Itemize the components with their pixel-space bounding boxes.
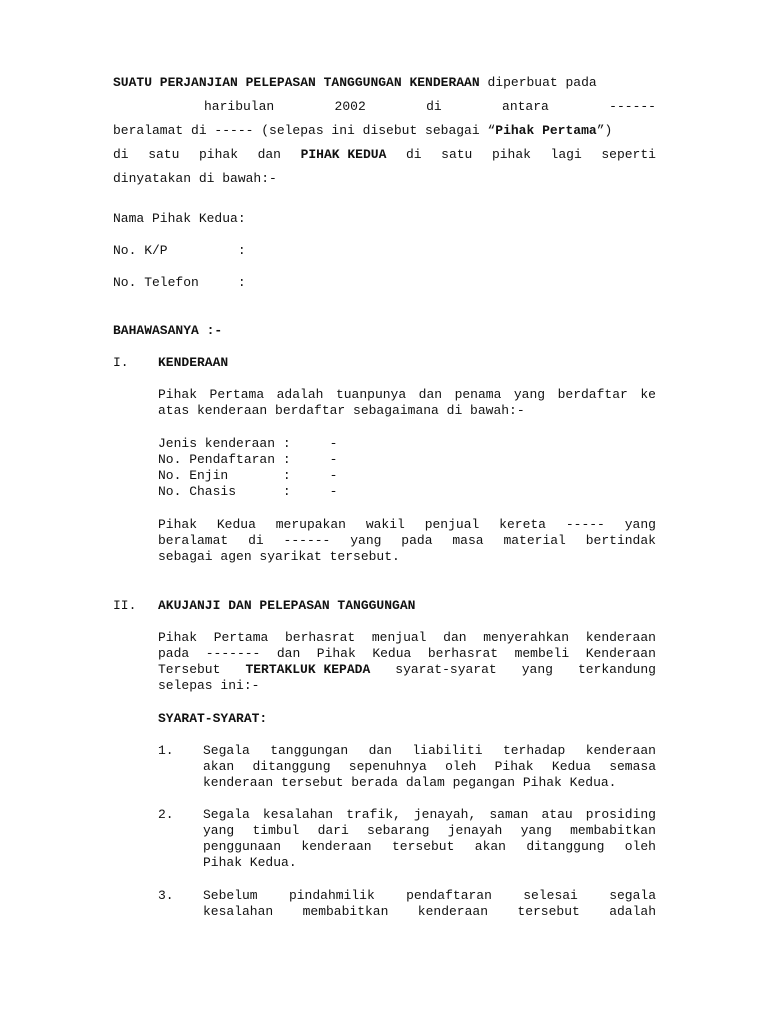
word: oleh <box>624 839 656 854</box>
word: ditanggung <box>526 839 605 854</box>
word: liabiliti <box>412 743 483 758</box>
nama-pihak-kedua-field: Nama Pihak Kedua: <box>113 211 246 226</box>
word: merupakan <box>275 517 346 532</box>
syarat-syarat-heading <box>158 711 267 727</box>
word: jenayah, <box>413 807 477 822</box>
word: satu <box>148 147 180 162</box>
word: selesai <box>523 888 578 903</box>
section-1-para-1-line-1 <box>158 387 656 403</box>
word: dan <box>257 147 281 162</box>
item-2-line-1 <box>203 807 656 823</box>
word: dan <box>368 743 392 758</box>
word: berhasrat <box>427 646 499 661</box>
word: menyerahkan <box>483 630 570 645</box>
item-2-line-2 <box>203 823 656 839</box>
word: kesalahan <box>262 807 334 822</box>
no-pendaftaran-field: No. Pendaftaran : - <box>158 452 338 467</box>
section-2-para-line-3 <box>158 662 656 678</box>
word: bertindak <box>585 533 656 548</box>
word: ------- <box>205 646 261 661</box>
word: menjual <box>371 630 427 645</box>
date-word: di <box>426 99 442 114</box>
date-year: 2002 <box>334 99 366 114</box>
date-line <box>204 99 656 115</box>
section-2-title <box>158 598 415 614</box>
item-1-line-3: kenderaan tersebut berada dalam pegangan Pihak Kedua. <box>203 775 617 790</box>
word: Kedua <box>551 759 591 774</box>
section-1-title <box>158 355 228 371</box>
word: dan <box>276 646 301 661</box>
word: saman <box>489 807 529 822</box>
word: seperti <box>601 147 656 162</box>
section-2-number: II. <box>113 598 137 613</box>
word: lagi <box>550 147 582 162</box>
word: tersebut <box>391 839 455 854</box>
item-2-line-3 <box>203 839 656 855</box>
no-enjin-field: No. Enjin : - <box>158 468 338 483</box>
section-2-para-line-1 <box>158 630 656 646</box>
word: penjual <box>424 517 480 532</box>
word: adalah <box>609 904 656 919</box>
word: ----- <box>565 517 605 532</box>
address-text: beralamat di ----- (selepas ini disebut sebagai “ <box>113 123 496 138</box>
pihak-pertama-label: Pihak Pertama <box>495 123 597 138</box>
intro-line-5: dinyatakan di bawah:- <box>113 171 277 186</box>
word: yang <box>350 533 382 548</box>
date-word: antara <box>502 99 549 114</box>
word: ditanggung <box>252 759 331 774</box>
word: di <box>248 533 264 548</box>
word: trafik, <box>346 807 401 822</box>
word: penggunaan <box>203 839 282 854</box>
word: sebarang <box>367 823 430 838</box>
word: kenderaan <box>585 630 656 645</box>
word: tanggungan <box>270 743 349 758</box>
word: oleh <box>445 759 477 774</box>
word: Kenderaan <box>585 646 656 661</box>
word: Segala <box>203 807 250 822</box>
agreement-title-rest: diperbuat pada <box>487 75 597 90</box>
word: jenayah <box>447 823 503 838</box>
section-2-para-line-2 <box>158 646 656 662</box>
word: Pihak <box>316 646 356 661</box>
word: Segala <box>203 743 250 758</box>
word: kereta <box>499 517 546 532</box>
section-1-para-2-line-3: sebagai agen syarikat tersebut. <box>158 549 400 564</box>
item-1-number: 1. <box>158 743 174 758</box>
date-blank: ------ <box>609 99 656 114</box>
pihak-kedua-label: PIHAK KEDUA <box>300 147 387 162</box>
word: segala <box>609 888 656 903</box>
word: di <box>405 147 422 162</box>
word: penama <box>454 387 502 402</box>
word: membeli <box>514 646 570 661</box>
syarat-syarat-text: SYARAT-SYARAT: <box>158 711 268 726</box>
agreement-title: SUATU PERJANJIAN PELEPASAN TANGGUNGAN KENDERAAN <box>113 75 480 90</box>
word: kenderaan <box>585 743 656 758</box>
word: tersebut <box>517 904 580 919</box>
date-word: haribulan <box>204 99 275 114</box>
word: Pertama <box>209 387 265 402</box>
word: semasa <box>609 759 656 774</box>
word: tuanpunya <box>335 387 407 402</box>
word: di <box>113 147 129 162</box>
word: terhadap <box>502 743 566 758</box>
jenis-kenderaan-field: Jenis kenderaan : - <box>158 436 338 451</box>
word: dan <box>443 630 467 645</box>
bahawasanya-text: BAHAWASANYA :- <box>113 323 223 338</box>
word: pindahmilik <box>288 888 375 903</box>
word: dari <box>317 823 349 838</box>
word: pada <box>401 533 433 548</box>
word: sepenuhnya <box>348 759 427 774</box>
item-3-line-2 <box>203 904 656 920</box>
word: Pihak <box>158 517 198 532</box>
tertakluk-kepada-label: TERTAKLUK KEPADA <box>245 662 371 677</box>
word: Pertama <box>213 630 269 645</box>
word: timbul <box>252 823 300 838</box>
agreement-title-line <box>113 75 597 91</box>
word: material <box>503 533 566 548</box>
word: yang <box>513 387 546 402</box>
item-2-line-4: Pihak Kedua. <box>203 855 297 870</box>
word: berhasrat <box>284 630 356 645</box>
word: Kedua <box>372 646 412 661</box>
word: wakil <box>365 517 405 532</box>
parties-line <box>113 147 656 163</box>
word: kenderaan <box>417 904 489 919</box>
bahawasanya-heading <box>113 323 222 339</box>
word: berdaftar <box>557 387 628 402</box>
section-2-para-line-4: selepas ini:- <box>158 678 260 693</box>
word: terkandung <box>577 662 656 677</box>
word: pihak <box>198 147 238 162</box>
word: Kedua <box>216 517 256 532</box>
word: prosiding <box>585 807 656 822</box>
word: ke <box>640 387 656 402</box>
word: adalah <box>276 387 324 402</box>
section-1-number: I. <box>113 355 129 370</box>
word: Pihak <box>494 759 534 774</box>
section-1-para-1-line-2: atas kenderaan berdaftar sebagaimana di bawah:- <box>158 403 525 418</box>
word: syarat-syarat <box>395 662 497 677</box>
word: satu <box>441 147 473 162</box>
word: yang <box>203 823 235 838</box>
no-telefon-field: No. Telefon : <box>113 275 246 290</box>
word: pendaftaran <box>406 888 492 903</box>
word: Pihak <box>158 630 198 645</box>
word: ------ <box>283 533 331 548</box>
word: akan <box>203 759 235 774</box>
no-kp-field: No. K/P : <box>113 243 246 258</box>
word: yang <box>520 823 552 838</box>
word: pada <box>158 646 190 661</box>
word: yang <box>624 517 656 532</box>
word: kesalahan <box>203 904 274 919</box>
section-1-para-2-line-1 <box>158 517 656 533</box>
word: Sebelum <box>203 888 258 903</box>
word: atau <box>541 807 573 822</box>
word: masa <box>452 533 484 548</box>
word: beralamat <box>158 533 229 548</box>
word: Tersebut <box>158 662 221 677</box>
word: akan <box>474 839 506 854</box>
word: membabitkan <box>302 904 389 919</box>
item-1-line-1 <box>203 743 656 759</box>
no-chasis-field: No. Chasis : - <box>158 484 338 499</box>
word: dan <box>418 387 443 402</box>
word: kenderaan <box>301 839 372 854</box>
section-1-para-2-line-2 <box>158 533 656 549</box>
section-1-title-text: KENDERAAN <box>158 355 229 370</box>
word: pihak <box>491 147 531 162</box>
word: membabitkan <box>570 823 656 838</box>
item-1-line-2 <box>203 759 656 775</box>
item-3-line-1 <box>203 888 656 904</box>
item-2-number: 2. <box>158 807 174 822</box>
word: yang <box>521 662 553 677</box>
address-line <box>113 123 612 139</box>
item-3-number: 3. <box>158 888 174 903</box>
address-close: ”) <box>596 123 613 138</box>
word: Pihak <box>158 387 198 402</box>
section-2-title-text: AKUJANJI DAN PELEPASAN TANGGUNGAN <box>158 598 416 613</box>
